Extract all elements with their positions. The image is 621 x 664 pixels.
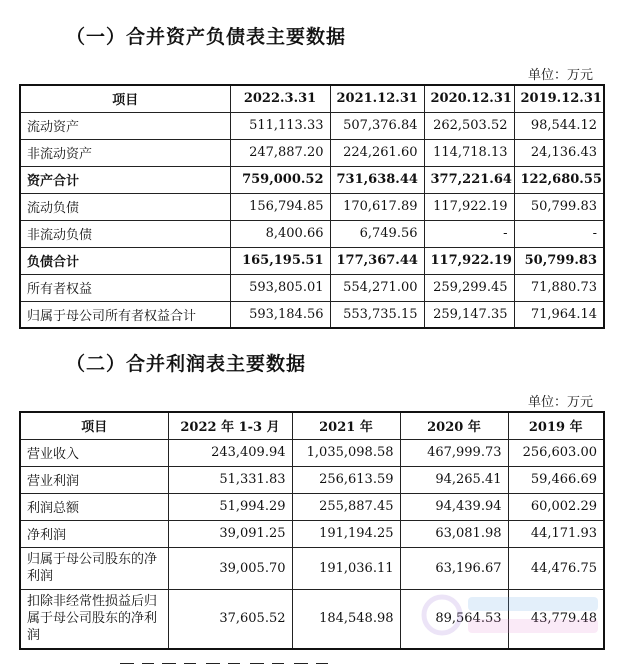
value-cell: 71,880.73 [514,274,604,301]
table-row [20,493,604,520]
table-row [20,112,604,139]
value-cell: 8,400.66 [230,220,330,247]
section1-unit: 单位：万元 [527,68,593,83]
value-cell: 122,680.55 [514,166,604,193]
value-cell: 63,196.67 [400,547,508,589]
value-cell: 24,136.43 [514,139,604,166]
section1-title: （一）合并资产负债表主要数据 [66,26,347,48]
table-row [20,520,604,547]
value-cell: 39,091.25 [168,520,292,547]
value-cell: 37,605.52 [168,589,292,649]
value-cell: 63,081.98 [400,520,508,547]
row-label: 扣除非经常性损益后归属于母公司股东的净利润 [20,589,168,649]
value-cell: 1,035,098.58 [292,439,400,466]
row-label: 所有者权益 [20,274,230,301]
header-cell: 2021 年 [292,412,400,439]
row-label: 资产合计 [20,166,230,193]
section2-title: （二）合并利润表主要数据 [66,353,307,375]
value-cell: 255,887.45 [292,493,400,520]
value-cell: 377,221.64 [424,166,514,193]
value-cell: 117,922.19 [424,247,514,274]
row-label: 营业收入 [20,439,168,466]
value-cell: 114,718.13 [424,139,514,166]
header-cell: 2020 年 [400,412,508,439]
cropped-text-fragment [110,654,350,664]
value-cell: 59,466.69 [508,466,604,493]
table-row [20,166,604,193]
value-cell: 247,887.20 [230,139,330,166]
value-cell: 43,779.48 [508,589,604,649]
value-cell: 593,805.01 [230,274,330,301]
row-label: 非流动负债 [20,220,230,247]
row-label: 负债合计 [20,247,230,274]
value-cell: 51,994.29 [168,493,292,520]
header-cell: 项目 [20,85,230,112]
header-cell: 项目 [20,412,168,439]
value-cell: 731,638.44 [330,166,424,193]
value-cell: 262,503.52 [424,112,514,139]
value-cell: - [424,220,514,247]
value-cell: 467,999.73 [400,439,508,466]
table-row [20,247,604,274]
value-cell: 177,367.44 [330,247,424,274]
value-cell: 51,331.83 [168,466,292,493]
header-cell: 2021.12.31 [330,85,424,112]
header-cell: 2022.3.31 [230,85,330,112]
header-cell: 2019 年 [508,412,604,439]
value-cell: - [514,220,604,247]
value-cell: 184,548.98 [292,589,400,649]
row-label: 流动负债 [20,193,230,220]
table-row [20,301,604,328]
table-row [20,547,604,589]
value-cell: 593,184.56 [230,301,330,328]
table-header-row [20,85,604,112]
table-row [20,439,604,466]
table-row [20,220,604,247]
row-label: 净利润 [20,520,168,547]
row-label: 利润总额 [20,493,168,520]
value-cell: 6,749.56 [330,220,424,247]
header-cell: 2020.12.31 [424,85,514,112]
value-cell: 554,271.00 [330,274,424,301]
value-cell: 191,036.11 [292,547,400,589]
value-cell: 50,799.83 [514,247,604,274]
table-row [20,466,604,493]
value-cell: 50,799.83 [514,193,604,220]
value-cell: 511,113.33 [230,112,330,139]
value-cell: 44,476.75 [508,547,604,589]
income-statement-table [19,411,605,650]
value-cell: 256,603.00 [508,439,604,466]
value-cell: 507,376.84 [330,112,424,139]
value-cell: 117,922.19 [424,193,514,220]
value-cell: 170,617.89 [330,193,424,220]
value-cell: 98,544.12 [514,112,604,139]
header-cell: 2019.12.31 [514,85,604,112]
value-cell: 165,195.51 [230,247,330,274]
row-label: 营业利润 [20,466,168,493]
value-cell: 553,735.15 [330,301,424,328]
value-cell: 759,000.52 [230,166,330,193]
row-label: 归属于母公司股东的净利润 [20,547,168,589]
value-cell: 224,261.60 [330,139,424,166]
row-label: 非流动资产 [20,139,230,166]
header-cell: 2022 年 1-3 月 [168,412,292,439]
table-row [20,139,604,166]
table-row [20,274,604,301]
section2-unit: 单位：万元 [527,395,593,410]
balance-sheet-table [19,84,605,329]
row-label: 流动资产 [20,112,230,139]
value-cell: 94,439.94 [400,493,508,520]
value-cell: 156,794.85 [230,193,330,220]
value-cell: 89,564.53 [400,589,508,649]
value-cell: 39,005.70 [168,547,292,589]
value-cell: 44,171.93 [508,520,604,547]
value-cell: 259,147.35 [424,301,514,328]
row-label: 归属于母公司所有者权益合计 [20,301,230,328]
value-cell: 243,409.94 [168,439,292,466]
table-row [20,589,604,649]
table-row [20,193,604,220]
value-cell: 259,299.45 [424,274,514,301]
table-header-row [20,412,604,439]
value-cell: 60,002.29 [508,493,604,520]
value-cell: 94,265.41 [400,466,508,493]
value-cell: 256,613.59 [292,466,400,493]
value-cell: 71,964.14 [514,301,604,328]
value-cell: 191,194.25 [292,520,400,547]
